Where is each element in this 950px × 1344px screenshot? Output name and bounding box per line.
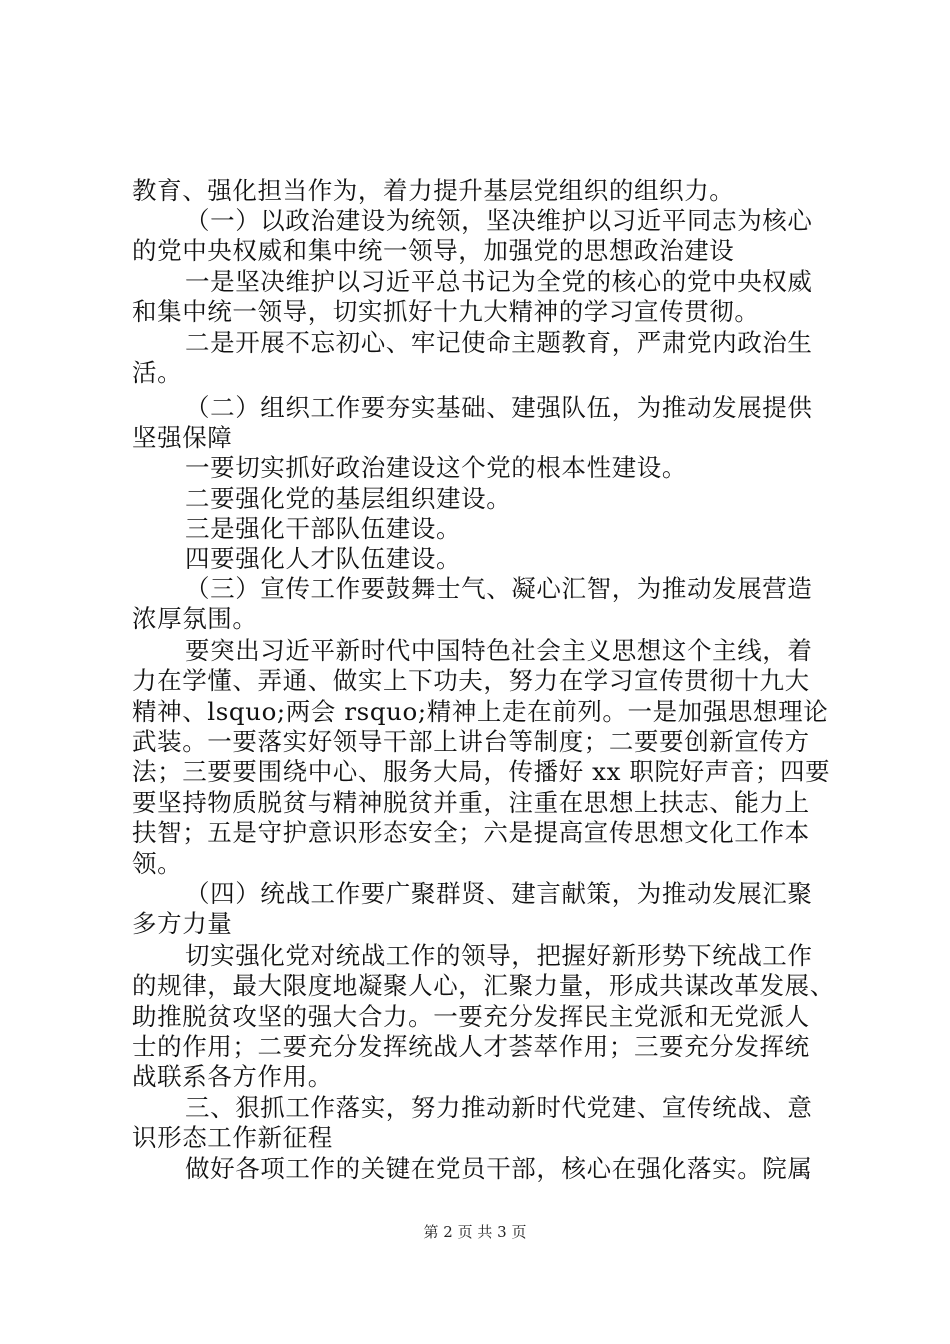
list-item-line: 三是强化干部队伍建设。 [185, 514, 462, 543]
paragraph-line: 法；三要要围绕中心、服务大局，传播好 xx 职院好声音；四要 [132, 757, 831, 786]
paragraph-line: 精神、lsquo;两会 rsquo;精神上走在前列。一是加强思想理论 [132, 697, 829, 726]
paragraph-line: 要坚持物质脱贫与精神脱贫并重，注重在思想上扶志、能力上 [132, 788, 810, 817]
section-heading-line: 多方力量 [132, 909, 233, 938]
section-heading-line: （一）以政治建设为统领，坚决维护以习近平同志为核心 [185, 206, 813, 235]
paragraph-line: 一是坚决维护以习近平总书记为全党的核心的党中央权威 [185, 267, 813, 296]
paragraph-line: 助推脱贫攻坚的强大合力。一要充分发挥民主党派和无党派人 [132, 1002, 810, 1031]
paragraph-line: 切实强化党对统战工作的领导，把握好新形势下统战工作 [185, 941, 813, 970]
list-item-line: 四要强化人才队伍建设。 [185, 544, 462, 573]
section-heading-line: （三）宣传工作要鼓舞士气、凝心汇智，为推动发展营造 [185, 574, 813, 603]
paragraph-line: 活。 [132, 358, 183, 387]
section-heading-line: 坚强保障 [132, 423, 233, 452]
paragraph-line: 战联系各方作用。 [132, 1062, 333, 1091]
paragraph-line: 扶智；五是守护意识形态安全；六是提高宣传思想文化工作本 [132, 818, 810, 847]
section-heading-line: 的党中央权威和集中统一领导，加强党的思想政治建设 [132, 236, 735, 265]
paragraph-line: 二是开展不忘初心、牢记使命主题教育，严肃党内政治生 [185, 328, 813, 357]
paragraph-line: 武装。一要落实好领导干部上讲台等制度；二要要创新宣传方 [132, 727, 810, 756]
paragraph-line: 教育、强化担当作为，着力提升基层党组织的组织力。 [132, 176, 735, 205]
paragraph-line: 和集中统一领导，切实抓好十九大精神的学习宣传贯彻。 [132, 297, 760, 326]
paragraph-line: 力在学懂、弄通、做实上下功夫，努力在学习宣传贯彻十九大 [132, 666, 810, 695]
paragraph-line: 的规律，最大限度地凝聚人心，汇聚力量，形成共谋改革发展、 [132, 971, 835, 1000]
paragraph-line: 做好各项工作的关键在党员干部，核心在强化落实。院属 [185, 1154, 813, 1183]
paragraph-line: 领。 [132, 849, 183, 878]
section-heading-line: 三、狠抓工作落实，努力推动新时代党建、宣传统战、意 [185, 1093, 813, 1122]
page-number-footer: 第 2 页 共 3 页 [423, 1223, 527, 1241]
list-item-line: 一要切实抓好政治建设这个党的根本性建设。 [185, 453, 687, 482]
section-heading-line: 识形态工作新征程 [132, 1123, 333, 1152]
paragraph-line: 士的作用；二要充分发挥统战人才荟萃作用；三要充分发挥统 [132, 1032, 810, 1061]
paragraph-line: 要突出习近平新时代中国特色社会主义思想这个主线，着 [185, 636, 813, 665]
section-heading-line: 浓厚氛围。 [132, 604, 258, 633]
section-heading-line: （四）统战工作要广聚群贤、建言献策，为推动发展汇聚 [185, 879, 813, 908]
section-heading-line: （二）组织工作要夯实基础、建强队伍，为推动发展提供 [185, 393, 813, 422]
list-item-line: 二要强化党的基层组织建设。 [185, 484, 512, 513]
